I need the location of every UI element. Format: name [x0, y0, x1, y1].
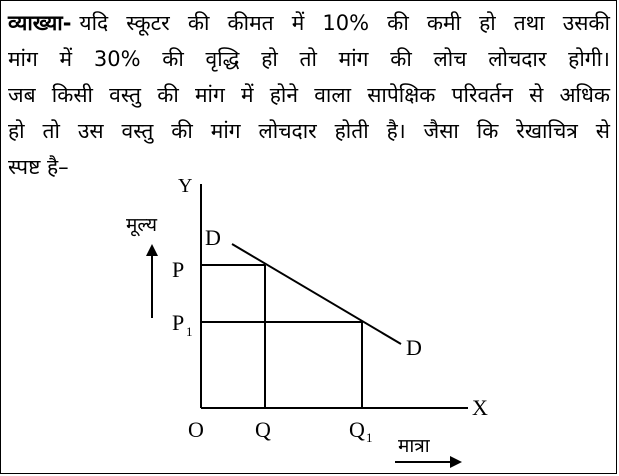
explanation-line-1-text: यदि स्कूटर की कीमत में 10% की कमी हो तथा उसकी: [79, 11, 610, 35]
y-axis-label: Y: [178, 175, 193, 197]
explanation-line-5-text: स्पष्ट है–: [8, 155, 69, 179]
price-p1-subscript: 1: [186, 324, 193, 339]
explanation-line-4-text: हो तो उस वस्तु की मांग लोचदार होती है। जैसा कि रेखाचित्र से: [8, 119, 610, 143]
x-axis-label: X: [472, 395, 488, 420]
price-p1-label: P: [172, 310, 185, 335]
right-arrow-icon: [450, 456, 462, 468]
quantity-q1-label: Q: [349, 417, 365, 442]
demand-start-label: D: [205, 225, 221, 250]
price-axis-title: मूल्य: [126, 214, 158, 236]
demand-end-label: D: [406, 335, 422, 360]
quantity-q1-subscript: 1: [366, 430, 373, 445]
up-arrow-icon: [146, 244, 158, 256]
origin-label: O: [188, 417, 204, 442]
explanation-line-2-text: मांग में 30% की वृद्धि हो तो मांग की लोच लोचदार होगी।: [8, 47, 610, 71]
price-p-label: P: [172, 257, 185, 282]
demand-curve: [232, 244, 401, 344]
explanation-line-3-text: जब किसी वस्तु की मांग में होने वाला सापेक्षिक परिवर्तन से अधिक: [8, 83, 610, 107]
quantity-axis-title: मात्रा: [398, 435, 430, 457]
quantity-q-label: Q: [255, 417, 271, 442]
explanation-heading: व्याख्या-: [8, 11, 72, 35]
